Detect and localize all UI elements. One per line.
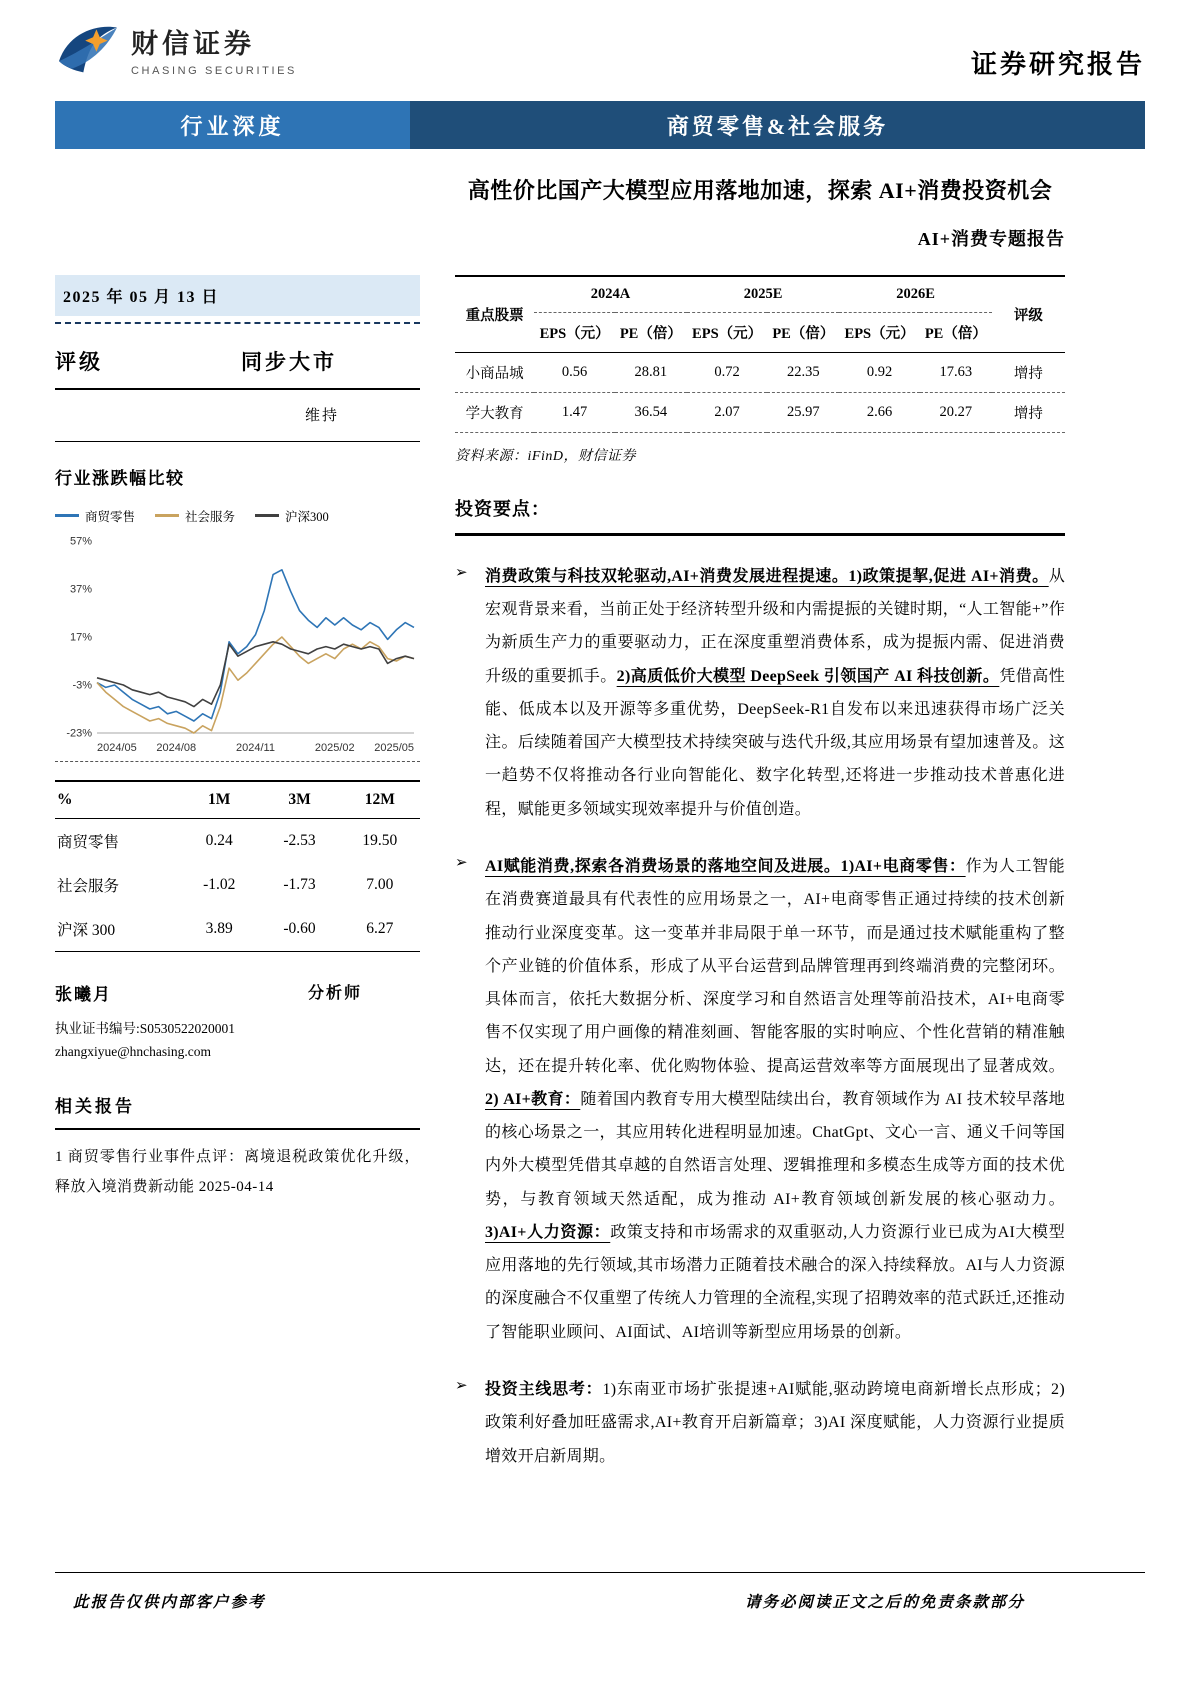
series-line [97, 642, 414, 707]
industry-depth-band: 行业深度 [55, 101, 410, 149]
chasing-logo [55, 20, 297, 78]
perf-value: 6.27 [340, 907, 420, 952]
logo-cn-text: 财信证券 [131, 28, 255, 59]
perf-header: 1M [179, 781, 259, 819]
chart-legend [55, 507, 420, 525]
metric-header: PE（倍） [615, 312, 687, 352]
x-tick-label: 2024/05 [97, 741, 137, 754]
dashed-divider-thin [55, 761, 420, 762]
metric-header: PE（倍） [920, 312, 992, 352]
analyst-block [55, 980, 420, 1060]
bullet-segment: 随着国内教育专用大模型陆续出台，教育领域作为 AI 技术较早落地的核心场景之一，其应用转化进程明显加速。ChatGpt、文心一言、通义千问等国内外大模型凭借其卓越的自然语言处理、逻辑推理和多模态生成等方面的技术优势，与教育领域天然适配，成为推动 AI+教育领域创新发展的核心驱动力。 [485, 1090, 1065, 1208]
perf-row [55, 818, 420, 863]
title-block [455, 175, 1065, 251]
perf-name: 社会服务 [57, 877, 120, 895]
legend-line-swatch [55, 514, 79, 517]
perf-value: 3.89 [179, 907, 259, 952]
stock-value: 36.54 [615, 392, 687, 432]
perf-header: 12M [340, 781, 420, 819]
metric-header: PE（倍） [767, 312, 839, 352]
perf-header: % [55, 781, 179, 819]
bullet-arrow-icon: ➢ [455, 855, 468, 872]
legend-item [55, 507, 135, 525]
analyst-name: 张曦月 [55, 984, 112, 1004]
rating-column-header: 评级 [992, 276, 1065, 353]
bullet-segment: 3)AI+人力资源： [485, 1223, 611, 1241]
y-tick-label: -23% [66, 727, 92, 740]
stock-value: 0.72 [687, 352, 768, 392]
related-reports-title: 相关报告 [55, 1092, 420, 1130]
logo-en-text: CHASING SECURITIES [131, 64, 297, 77]
analyst-cert: 执业证书编号:S0530522020001 [55, 1020, 236, 1036]
stock-value: 2.66 [839, 392, 920, 432]
stock-value: 20.27 [920, 392, 992, 432]
report-type-label: 证券研究报告 [970, 50, 1145, 79]
bullet-segment: 投资主线思考： [485, 1381, 603, 1398]
legend-item [255, 507, 329, 525]
bullet-list [455, 560, 1065, 1473]
bullet-segment: 作为人工智能在消费赛道最具有代表性的应用场景之一，AI+电商零售正通过持续的技术创新推动行业深度变革。这一变革并非局限于单一环节，而是通过技术赋能重构了整个产业链的价值体系，形成了从平台运营到品牌管理再到终端消费的完整闭环。具体而言，依托大数据分析、深度学习和自然语言处理等前沿技术，AI+电商零售不仅实现了用户画像的精准刻画、智能客服的实时响应、个性化营销的精准触达，还在提升转化率、优化购物体验、提高运营效率等方面展现出了显著成效。 [485, 858, 1065, 1075]
stock-value: 1.47 [534, 392, 615, 432]
legend-label: 沪深300 [285, 509, 329, 524]
x-tick-label: 2025/05 [374, 741, 414, 754]
bullet-segment: 2)高质低价大模型 DeepSeek 引领国产 AI 科技创新。 [616, 667, 1000, 685]
industry-performance-chart [55, 531, 420, 759]
key-stocks-label: 重点股票 [455, 276, 534, 353]
bullet-segment: 从宏观背景来看，当前正处于经济转型升级和内需提振的关键时期，“人工智能+”作为新质生产力的重要驱动力，正在深度重塑消费体系，成为提振内需、促进消费升级的重要抓手。 [485, 567, 1065, 685]
left-sidebar [55, 275, 420, 1497]
y-tick-label: 37% [69, 583, 92, 596]
legend-label: 商贸零售 [85, 509, 136, 524]
legend-label: 社会服务 [185, 509, 236, 524]
chart-title: 行业涨跌幅比较 [55, 468, 185, 488]
y-tick-label: 57% [69, 535, 92, 548]
report-date: 2025 年 05 月 13 日 [55, 275, 420, 316]
y-tick-label: -3% [72, 679, 92, 692]
perf-name: 沪深 300 [55, 907, 179, 952]
key-stocks-table [455, 275, 1065, 433]
investment-highlights-title: 投资要点： [455, 495, 1065, 536]
rating-value: 同步大市 [241, 349, 337, 374]
metric-header: EPS（元） [687, 312, 768, 352]
related-report-item: 1 商贸零售行业事件点评：离境退税政策优化升级，释放入境消费新动能 2025-04-14 [55, 1148, 420, 1195]
bullet-arrow-icon: ➢ [455, 564, 468, 581]
x-tick-label: 2025/02 [314, 741, 355, 754]
legend-line-swatch [155, 514, 179, 517]
thin-divider [55, 441, 420, 442]
report-subtitle: AI+消费专题报告 [917, 228, 1065, 249]
stock-rating: 增持 [992, 392, 1065, 432]
bullet-text [485, 850, 1065, 1349]
bullet-segment: 1)东南亚市场扩张提速+AI赋能,驱动跨境电商新增长点形成；2)政策利好叠加旺盛需求,AI+教育开启新篇章；3)AI 深度赋能，人力资源行业提质增效开启新周期。 [485, 1381, 1065, 1465]
chasing-logo-mark-icon [55, 20, 121, 78]
main-column [455, 275, 1065, 1497]
rating-note: 维持 [305, 407, 340, 424]
metric-header: EPS（元） [534, 312, 615, 352]
perf-value: -0.60 [259, 907, 339, 952]
series-line [97, 637, 414, 733]
sector-band: 商贸零售&社会服务 [410, 101, 1145, 149]
stock-value: 0.92 [839, 352, 920, 392]
stock-row [455, 352, 1065, 392]
metric-header: EPS（元） [839, 312, 920, 352]
footer-disclaimer-right: 请务必阅读正文之后的免责条款部分 [744, 1594, 1025, 1611]
page-header [55, 20, 1145, 81]
perf-value: -1.73 [283, 875, 316, 893]
category-band [55, 101, 1145, 149]
x-tick-label: 2024/11 [236, 741, 275, 754]
performance-table [55, 780, 420, 952]
rating-label: 评级 [55, 349, 103, 374]
analyst-role: 分析师 [307, 984, 362, 1002]
rating-row [55, 346, 420, 390]
stock-value: 0.56 [534, 352, 615, 392]
stock-row [455, 392, 1065, 432]
perf-name: 商贸零售 [57, 833, 120, 851]
perf-value: -1.02 [203, 875, 236, 893]
stock-value: 17.63 [920, 352, 992, 392]
stock-name: 小商品城 [455, 352, 534, 392]
perf-row [55, 863, 420, 907]
legend-item [155, 507, 235, 525]
y-tick-label: 17% [69, 631, 92, 644]
bullet-segment: 凭借高性能、低成本以及开源等多重优势，DeepSeek-R1自发布以来迅速获得市场广泛关注。后续随着国产大模型技术持续突破与迭代升级,其应用场景有望加速普及。这一趋势不仅将推动各行业向智能化、数字化转型,还将进一步推动技术普惠化进程，赋能更多领域实现效率提升与价值创造。 [485, 667, 1065, 818]
source-note: 资料来源：iFinD，财信证券 [455, 448, 636, 464]
stock-value: 28.81 [615, 352, 687, 392]
x-tick-label: 2024/08 [156, 741, 197, 754]
perf-value: 19.50 [362, 831, 398, 849]
dashed-divider [55, 322, 420, 324]
bullet-segment: AI赋能消费,探索各消费场景的落地空间及进展。1)AI+电商零售： [485, 858, 966, 876]
stock-value: 2.07 [687, 392, 768, 432]
perf-header: 3M [259, 781, 339, 819]
legend-line-swatch [255, 514, 279, 517]
perf-value: 0.24 [205, 831, 233, 849]
bullet-text [485, 560, 1065, 826]
year-header-1: 2025E [687, 276, 839, 313]
report-title: 高性价比国产大模型应用落地加速，探索 AI+消费投资机会 [467, 178, 1053, 203]
stock-name: 学大教育 [455, 392, 534, 432]
bullet-arrow-icon: ➢ [455, 1378, 468, 1394]
bullet-item [455, 1373, 1065, 1473]
footer-disclaimer-left: 此报告仅供内部客户参考 [73, 1594, 266, 1611]
bullet-segment: 2) AI+教育： [485, 1090, 581, 1108]
analyst-email: zhangxiyue@hnchasing.com [55, 1043, 212, 1059]
bullet-item [455, 850, 1065, 1349]
bullet-text [485, 1373, 1065, 1473]
bullet-segment: 政策支持和市场需求的双重驱动,人力资源行业已成为AI大模型应用落地的先行领域,其市场潜力正随着技术融合的深入持续释放。AI与人力资源的深度融合不仅重塑了传统人力管理的全流程,实现了招聘效率的范式跃迁,还推动了智能职业顾问、AI面试、AI培训等新型应用场景的创新。 [485, 1223, 1065, 1341]
year-header-2: 2026E [839, 276, 992, 313]
bullet-segment: 消费政策与科技双轮驱动,AI+消费发展进程提速。1)政策提挈,促进 AI+消费。 [485, 567, 1049, 585]
stock-value: 22.35 [767, 352, 839, 392]
stock-value: 25.97 [767, 392, 839, 432]
stock-rating: 增持 [992, 352, 1065, 392]
perf-value: 7.00 [366, 875, 394, 893]
year-header-0: 2024A [534, 276, 686, 313]
bullet-item [455, 560, 1065, 826]
perf-row [55, 907, 420, 952]
page-footer [55, 1572, 1145, 1612]
perf-value: -2.53 [283, 831, 316, 849]
